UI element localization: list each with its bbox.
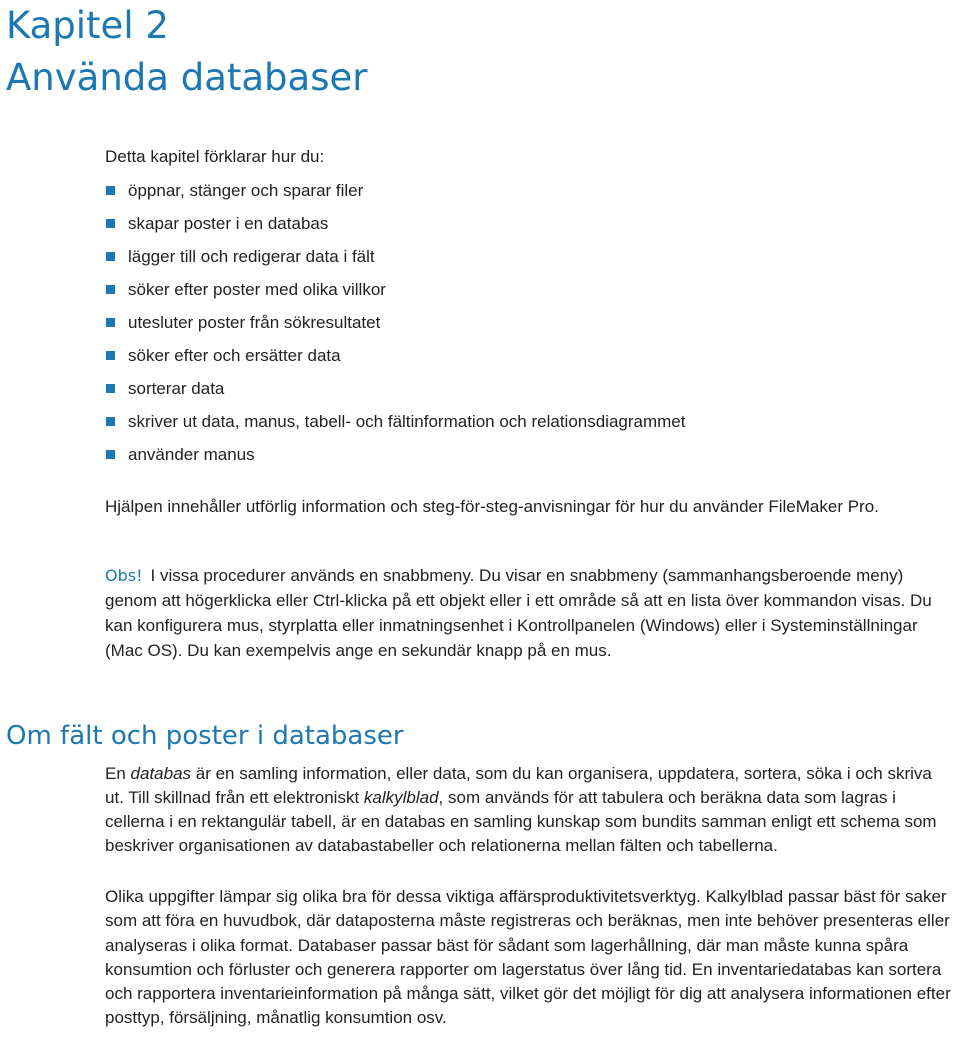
square-bullet-icon	[106, 252, 115, 261]
list-item-text: sorterar data	[128, 379, 225, 398]
list-item-text: lägger till och redigerar data i fält	[128, 247, 375, 266]
square-bullet-icon	[106, 450, 115, 459]
list-item	[105, 240, 955, 273]
square-bullet-icon	[106, 318, 115, 327]
square-bullet-icon	[106, 417, 115, 426]
list-item-text: öppnar, stänger och sparar filer	[128, 181, 364, 200]
list-item	[105, 372, 955, 405]
term-kalkylblad: kalkylblad	[363, 788, 439, 807]
comparison-paragraph: Olika uppgifter lämpar sig olika bra för dessa viktiga affärsproduktivitetsverktyg. Kalkylblad passar bäst för saker som att föra en huvudbok, där dataposterna måste registreras och beräknas, men inte behöver presenteras eller analyseras i olika format. Databaser passar bäst för sådant som lagerhållning, där man måste kunna spåra konsumtion och förluster och generera rapporter om lagerstatus över lång tid. En inventariedatabas kan sortera och rapportera inventarieinformation på många sätt, vilket gör det möjligt för dig att analysera informationen efter posttyp, försäljning, månatlig konsumtion osv.	[105, 887, 951, 1028]
database-definition-paragraph	[105, 762, 955, 858]
list-item	[105, 438, 955, 471]
list-item-text: skapar poster i en databas	[128, 214, 329, 233]
list-item	[105, 174, 955, 207]
list-item-text: söker efter poster med olika villkor	[128, 280, 386, 299]
chapter-title	[6, 0, 367, 104]
p1-text-c: , som används för att tabulera och beräkna data som lagras i cellerna i en rektangulär tabell, är en databas en samling kunskap som bundits samman enligt ett schema som beskriver organisationen av databastabeller och relationerna mellan fälten och tabellerna.	[105, 788, 937, 855]
square-bullet-icon	[106, 186, 115, 195]
section-title: Om fält och poster i databaser	[6, 721, 404, 751]
chapter-number: Kapitel 2	[6, 4, 169, 47]
square-bullet-icon	[106, 351, 115, 360]
list-item-text: utesluter poster från sökresultatet	[128, 313, 381, 332]
list-item	[105, 273, 955, 306]
note-label: Obs!	[105, 566, 143, 585]
help-paragraph: Hjälpen innehåller utförlig information och steg-för-steg-anvisningar för hur du använder FileMaker Pro.	[105, 497, 879, 516]
list-item-text: söker efter och ersätter data	[128, 346, 341, 365]
square-bullet-icon	[106, 219, 115, 228]
list-item-text: skriver ut data, manus, tabell- och fältinformation och relationsdiagrammet	[128, 412, 686, 431]
list-item	[105, 207, 955, 240]
intro-section	[105, 144, 955, 471]
list-item	[105, 306, 955, 339]
note-text: I vissa procedurer används en snabbmeny. Du visar en snabbmeny (sammanhangsberoende meny) genom att högerklicka eller Ctrl-klicka på ett objekt eller i ett område så att en lista över kommandon visas. Du kan konfigurera mus, styrplatta eller inmatningsenhet i Kontrollpanelen (Windows) eller i Systeminställningar (Mac OS). Du kan exempelvis ange en sekundär knapp på en mus.	[105, 566, 932, 660]
intro-lead: Detta kapitel förklarar hur du:	[105, 147, 325, 166]
topic-list	[105, 174, 955, 471]
list-item-text: använder manus	[128, 445, 255, 464]
square-bullet-icon	[106, 285, 115, 294]
p1-text-a: En	[105, 764, 131, 783]
square-bullet-icon	[106, 384, 115, 393]
list-item	[105, 339, 955, 372]
chapter-name: Använda databaser	[6, 56, 368, 99]
list-item	[105, 405, 955, 438]
p1-text-b: är en samling information, eller data, som du kan organisera, uppdatera, sortera, söka i och skriva ut. Till skillnad från ett elektroniskt	[105, 764, 932, 807]
term-databas: databas	[130, 764, 192, 783]
note-paragraph	[105, 563, 955, 663]
